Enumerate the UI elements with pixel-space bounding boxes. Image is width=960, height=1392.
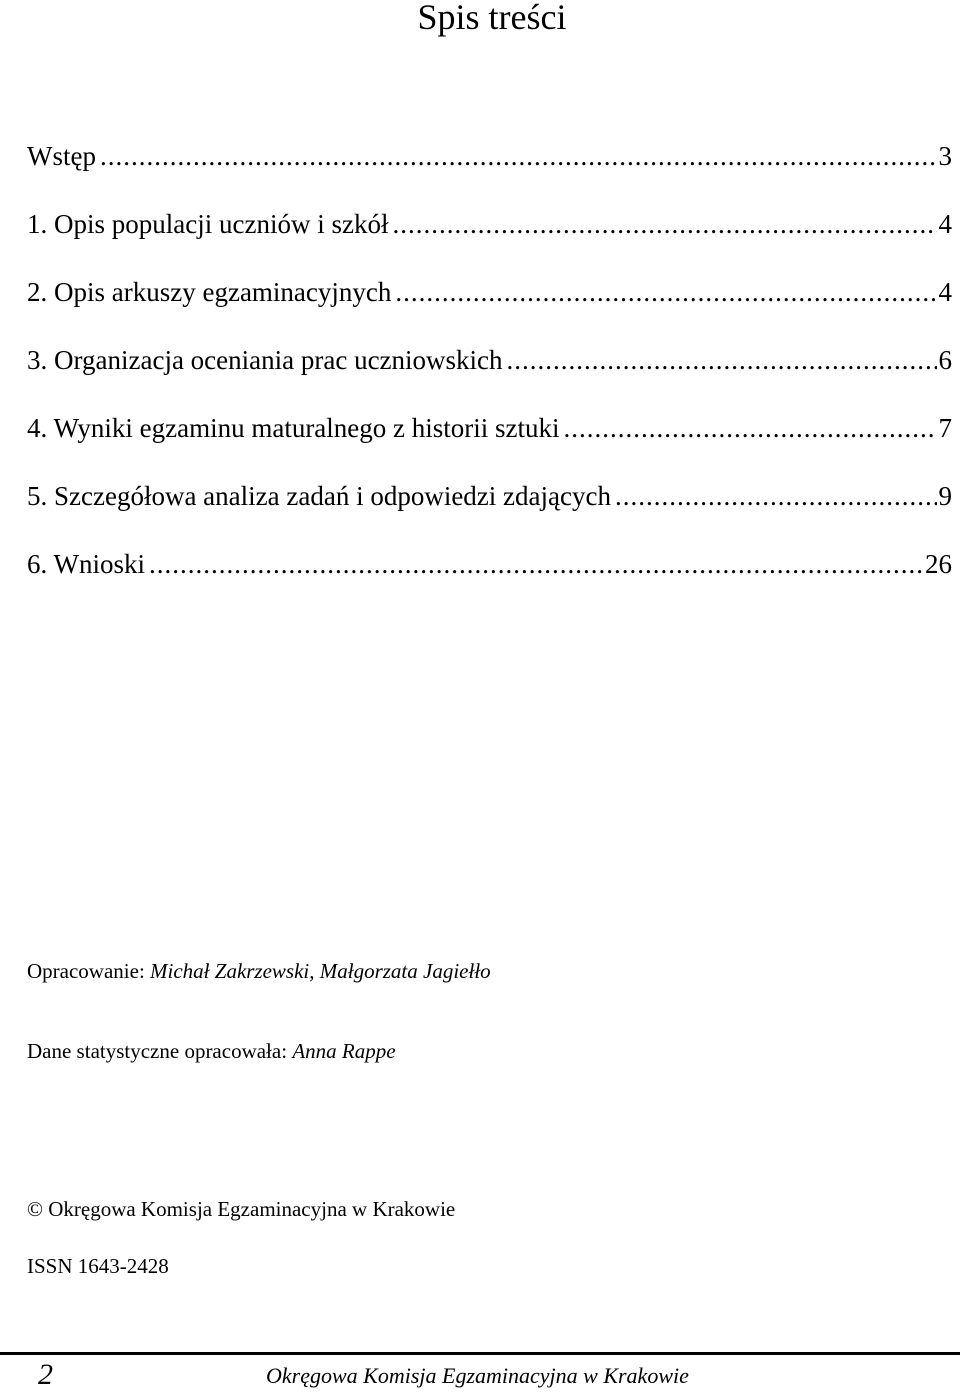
toc-leader-dots — [149, 544, 923, 584]
toc-entry-label: Wstęp — [27, 141, 96, 171]
toc-leader-dots — [392, 204, 936, 244]
credits-authors-names: Michał Zakrzewski, Małgorzata Jagiełło — [150, 959, 491, 983]
toc-entry-1[interactable] — [27, 204, 952, 272]
toc-entry-3[interactable] — [27, 340, 952, 408]
toc-leader-dots — [615, 476, 937, 516]
copyright-holder: Okręgowa Komisja Egzaminacyjna w Krakowie — [48, 1197, 456, 1221]
footer-text: Okręgowa Komisja Egzaminacyjna w Krakowie — [266, 1363, 689, 1388]
footer-page-number: 2 — [38, 1358, 53, 1391]
toc-entry-label: 1. Opis populacji uczniów i szkół — [27, 209, 389, 239]
toc-leader-dots — [395, 272, 936, 312]
credits-stats-label: Dane statystyczne opracowała: — [27, 1039, 293, 1063]
copyright-line — [27, 1195, 455, 1223]
toc-entry-page: 6 — [938, 345, 952, 375]
toc-leader-dots — [564, 408, 937, 448]
credits-statistics — [27, 1037, 396, 1065]
toc-entry-5[interactable] — [27, 476, 952, 544]
credits-authors-label: Opracowanie: — [27, 959, 151, 983]
credits-authors — [27, 957, 491, 985]
toc-leader-dots — [507, 340, 937, 380]
toc-entry-intro[interactable] — [27, 136, 952, 204]
toc-entry-2[interactable] — [27, 272, 952, 340]
toc-entry-label: 2. Opis arkuszy egzaminacyjnych — [27, 277, 392, 307]
toc-entry-page: 9 — [938, 481, 952, 511]
toc-entry-page: 4 — [938, 209, 952, 239]
page-title: Spis treści — [417, 0, 567, 37]
toc-entry-label: 6. Wnioski — [27, 549, 146, 579]
toc-entry-label: 5. Szczegółowa analiza zadań i odpowiedzi zdających — [27, 481, 611, 511]
toc-entry-page: 7 — [938, 413, 952, 443]
footer-divider — [0, 1352, 960, 1355]
toc-entry-page: 26 — [925, 549, 952, 579]
toc-entry-6[interactable] — [27, 544, 952, 612]
copyright-icon: © — [27, 1197, 43, 1221]
toc-entry-page: 4 — [938, 277, 952, 307]
table-of-contents — [27, 136, 952, 612]
issn: ISSN 1643-2428 — [27, 1254, 169, 1278]
toc-entry-label: 4. Wyniki egzaminu maturalnego z historii sztuki — [27, 413, 560, 443]
credits-stats-author: Anna Rappe — [292, 1039, 396, 1063]
toc-leader-dots — [100, 136, 937, 176]
toc-entry-label: 3. Organizacja oceniania prac uczniowskich — [27, 345, 503, 375]
toc-entry-4[interactable] — [27, 408, 952, 476]
toc-entry-page: 3 — [938, 141, 952, 171]
